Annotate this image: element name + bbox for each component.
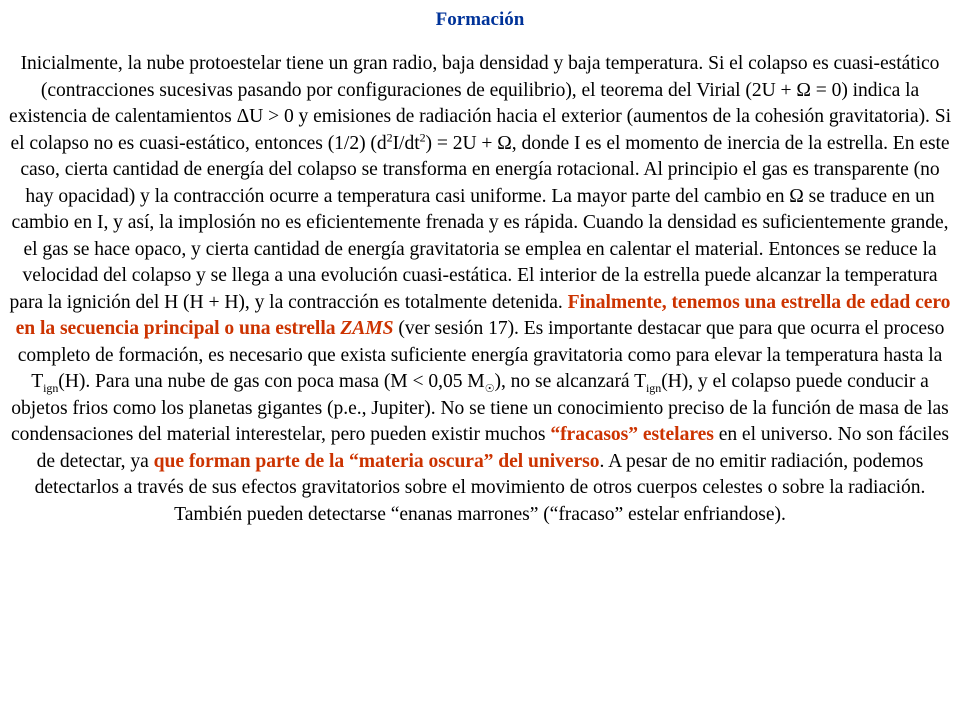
subscript: ign bbox=[646, 380, 662, 395]
superscript: 2 bbox=[386, 129, 393, 144]
text-segment: (H). Para una nube de gas con poca masa (M < 0,05 M bbox=[58, 371, 485, 392]
emphasis-zams: Finalmente, tenemos una estrella de edad cero en la secuencia principal o una estrella bbox=[15, 291, 951, 339]
text-segment: en el universo. No son fáciles de detectar, ya bbox=[36, 424, 949, 472]
superscript: 2 bbox=[419, 129, 426, 144]
page-title: Formación bbox=[435, 9, 525, 30]
emphasis-materia-oscura: que forman parte de la “materia oscura” del universo bbox=[153, 450, 600, 472]
text-segment: . A pesar de no emitir radiación, podemos detectarlos a través de sus efectos gravitatorios sobre el movimiento de otros cuerpos celestes o sobre la radiación. También pueden detectarse “enanas marrones” (“fracaso” estelar enfriandose). bbox=[34, 450, 926, 525]
body-paragraph: Inicialmente, la nube protoestelar tiene un gran radio, baja densidad y baja temperatura. Si el colapso es cuasi-estático (contracciones sucesivas pasando por configuraciones de equilibrio), el teorema del Virial (2U + Ω = 0) indica la existencia de calentamientos ΔU > 0 y emisiones de radiación hacia el exterior (aumentos de la cohesión gravitatoria). Si el colapso no es cuasi-estático, entonces (1/2) $(d^2I/dt^2) = 2U + \Omega$, donde I es el momento de inercia de la estrella. En este caso, cierta cantidad de energía del colapso se transforma en energía rotacional. Al principio el gas es transparente (no hay opacidad) y la contracción ocurre a temperatura casi uniforme. La mayor parte del cambio en Ω se traduce en un cambio en I, y así, la implosión no es eficientemente frenada y es rápida. Cuando la densidad es suficientemente grande, el gas se hace opaco, y cierta cantidad de energía gravitatoria se emplea en calentar el material. Entonces se reduce la velocidad del colapso y se llega a una evolución cuasi-estática. El interior de la estrella puede alcanzar la temperatura para la ignición del H (H + H), y la contracción es totalmente detenida. Finalmente, tenemos una estrella de edad cero en la secuencia principal o una estrella ZAMS (ver sesión 17). Es importante destacar que para que ocurra el proceso completo de formación, es necesario que exista suficiente energía gravitatoria como para elevar la temperatura hasta la $T_{ign}(H)$. Para una nube de gas con poca masa (M < 0,05 $M_☉$), no se alcanzará $T_{ign}(H)$, y el colapso puede conducir a objetos frios como los planetas gigantes (p.e., Jupiter). No se tiene un conocimiento preciso de la función de masa de las condensaciones del material interestelar, pero pueden existir muchos “fracasos” estelares en el universo. No son fáciles de detectar, ya que forman parte de la “materia oscura” del universo. A pesar de no emitir radiación, podemos detectarlos a través de sus efectos gravitatorios sobre el movimiento de otros cuerpos celestes o sobre la radiación. También pueden detectarse “enanas marrones” (“fracaso” estelar enfriandose). bbox=[9, 53, 951, 525]
text-segment: I/dt bbox=[392, 132, 420, 154]
text-segment: (ver sesión 17). Es importante destacar que para que ocurra el proceso completo de formación, es necesario que exista suficiente energía gravitatoria como para elevar la temperatura hasta la T bbox=[17, 318, 945, 392]
text-segment: Inicialmente, la nube protoestelar tiene un gran radio, baja densidad y baja temperatura. Si el colapso es cuasi-estático (contracciones sucesivas pasando por configuraciones de equilibrio), el teorema del Virial (2U + Ω = 0) indica la existencia de calentamientos ΔU > 0 y emisiones de radiación hacia el exterior (aumentos de la cohesión gravitatoria). Si el colapso no es cuasi-estático, entonces (1/2) (d bbox=[9, 53, 951, 154]
subscript: ign bbox=[43, 380, 59, 395]
text-segment: ) = 2U + Ω, donde I es el momento de inercia de la estrella. En este caso, cierta cantidad de energía del colapso se transforma en energía rotacional. Al principio el gas es transparente (no hay opacidad) y la contracción ocurre a temperatura casi uniforme. La mayor parte del cambio en Ω se traduce en un cambio en I, y así, la implosión no es eficientemente frenada y es rápida. Cuando la densidad es suficientemente grande, el gas se hace opaco, y cierta cantidad de energía gravitatoria se emplea en calentar el material. Entonces se reduce la velocidad del colapso y se llega a una evolución cuasi-estática. El interior de la estrella puede alcanzar la temperatura para la ignición del H (H + H), y la contracción es totalmente detenida. bbox=[9, 132, 950, 313]
text-segment: ), no se alcanzará T bbox=[494, 371, 646, 392]
emphasis-fracasos: “fracasos” estelares bbox=[550, 424, 714, 445]
text-segment: (H), y el colapso puede conducir a objetos frios como los planetas gigantes (p.e., Jupiter). No se tiene un conocimiento preciso de la función de masa de las condensaciones del material interestelar, pero pueden existir muchos bbox=[11, 371, 949, 445]
emphasis-zams-abbr: ZAMS bbox=[340, 318, 394, 339]
